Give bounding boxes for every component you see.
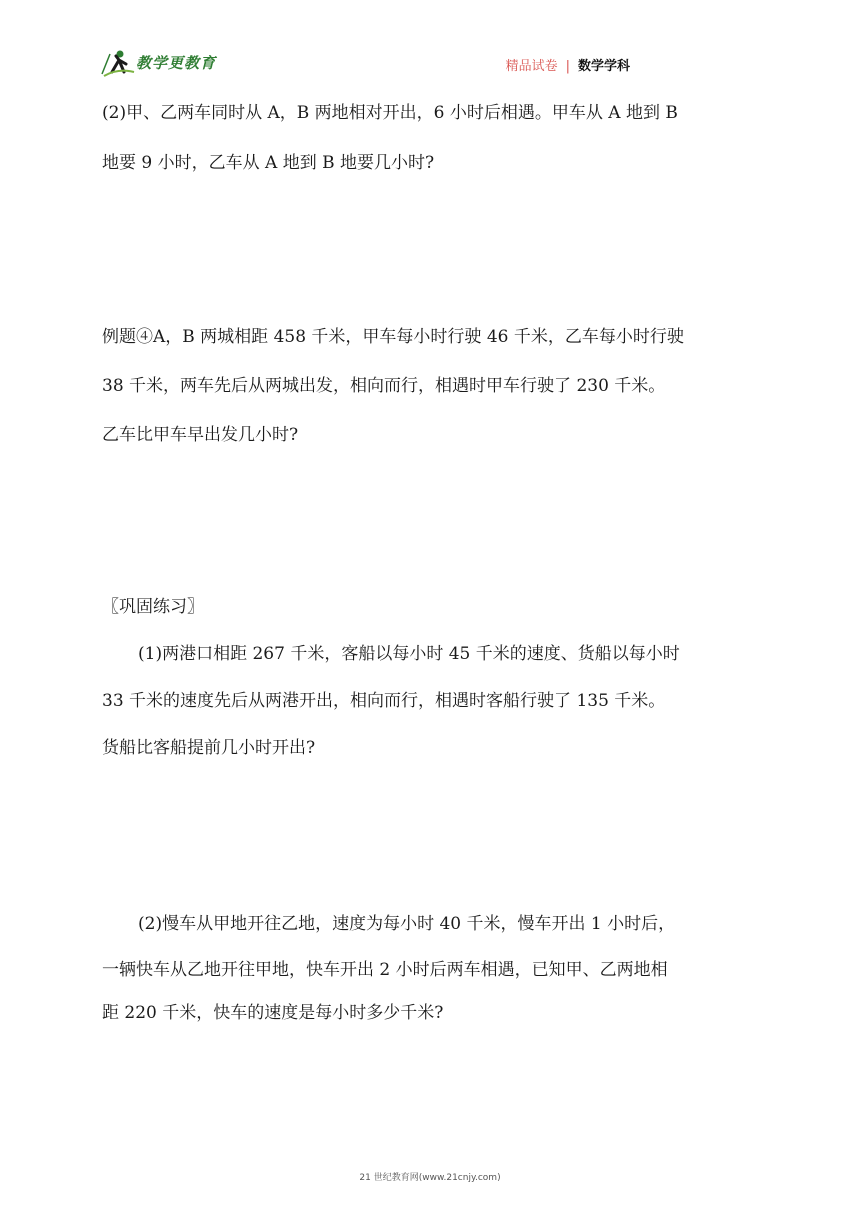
problem-2-line-2: 地要 9 小时，乙车从 A 地到 B 地要几小时? (102, 153, 435, 173)
header-subject: 数学学科 (577, 59, 630, 74)
exercise-2-line-3: 距 220 千米，快车的速度是每小时多少千米? (102, 1003, 444, 1023)
site-logo (100, 48, 220, 78)
example-4-line-1: 例题④A，B 两城相距 458 千米，甲车每小时行驶 46 千米，乙车每小时行驶 (102, 327, 684, 347)
header-subtitle: 精品试卷 (505, 59, 558, 74)
page-header (0, 0, 860, 90)
exercise-1-line-2: 33 千米的速度先后从两港开出，相向而行，相遇时客船行驶了 135 千米。 (102, 691, 666, 711)
problem-2-line-1: (2)甲、乙两车同时从 A，B 两地相对开出，6 小时后相遇。甲车从 A 地到 B (102, 103, 678, 123)
page-footer: 21 世纪教育网(www.21cnjy.com) (359, 1173, 501, 1183)
example-4-line-2: 38 千米，两车先后从两城出发，相向而行，相遇时甲车行驶了 230 千米。 (102, 376, 666, 396)
logo-text: 教学更教育 (136, 54, 217, 72)
section-title: 〖巩固练习〗 (102, 597, 204, 617)
header-separator: | (565, 59, 570, 74)
runner-logo-icon (100, 48, 136, 78)
example-4-line-3: 乙车比甲车早出发几小时? (102, 425, 299, 445)
exercise-1-line-3: 货船比客船提前几小时开出? (102, 738, 316, 758)
exercise-1-line-1: (1)两港口相距 267 千米，客船以每小时 45 千米的速度、货船以每小时 (138, 644, 680, 664)
header-meta (506, 55, 630, 74)
exercise-2-line-2: 一辆快车从乙地开往甲地，快车开出 2 小时后两车相遇，已知甲、乙两地相 (102, 960, 668, 980)
exercise-2-line-1: (2)慢车从甲地开往乙地，速度为每小时 40 千米，慢车开出 1 小时后， (138, 914, 676, 934)
